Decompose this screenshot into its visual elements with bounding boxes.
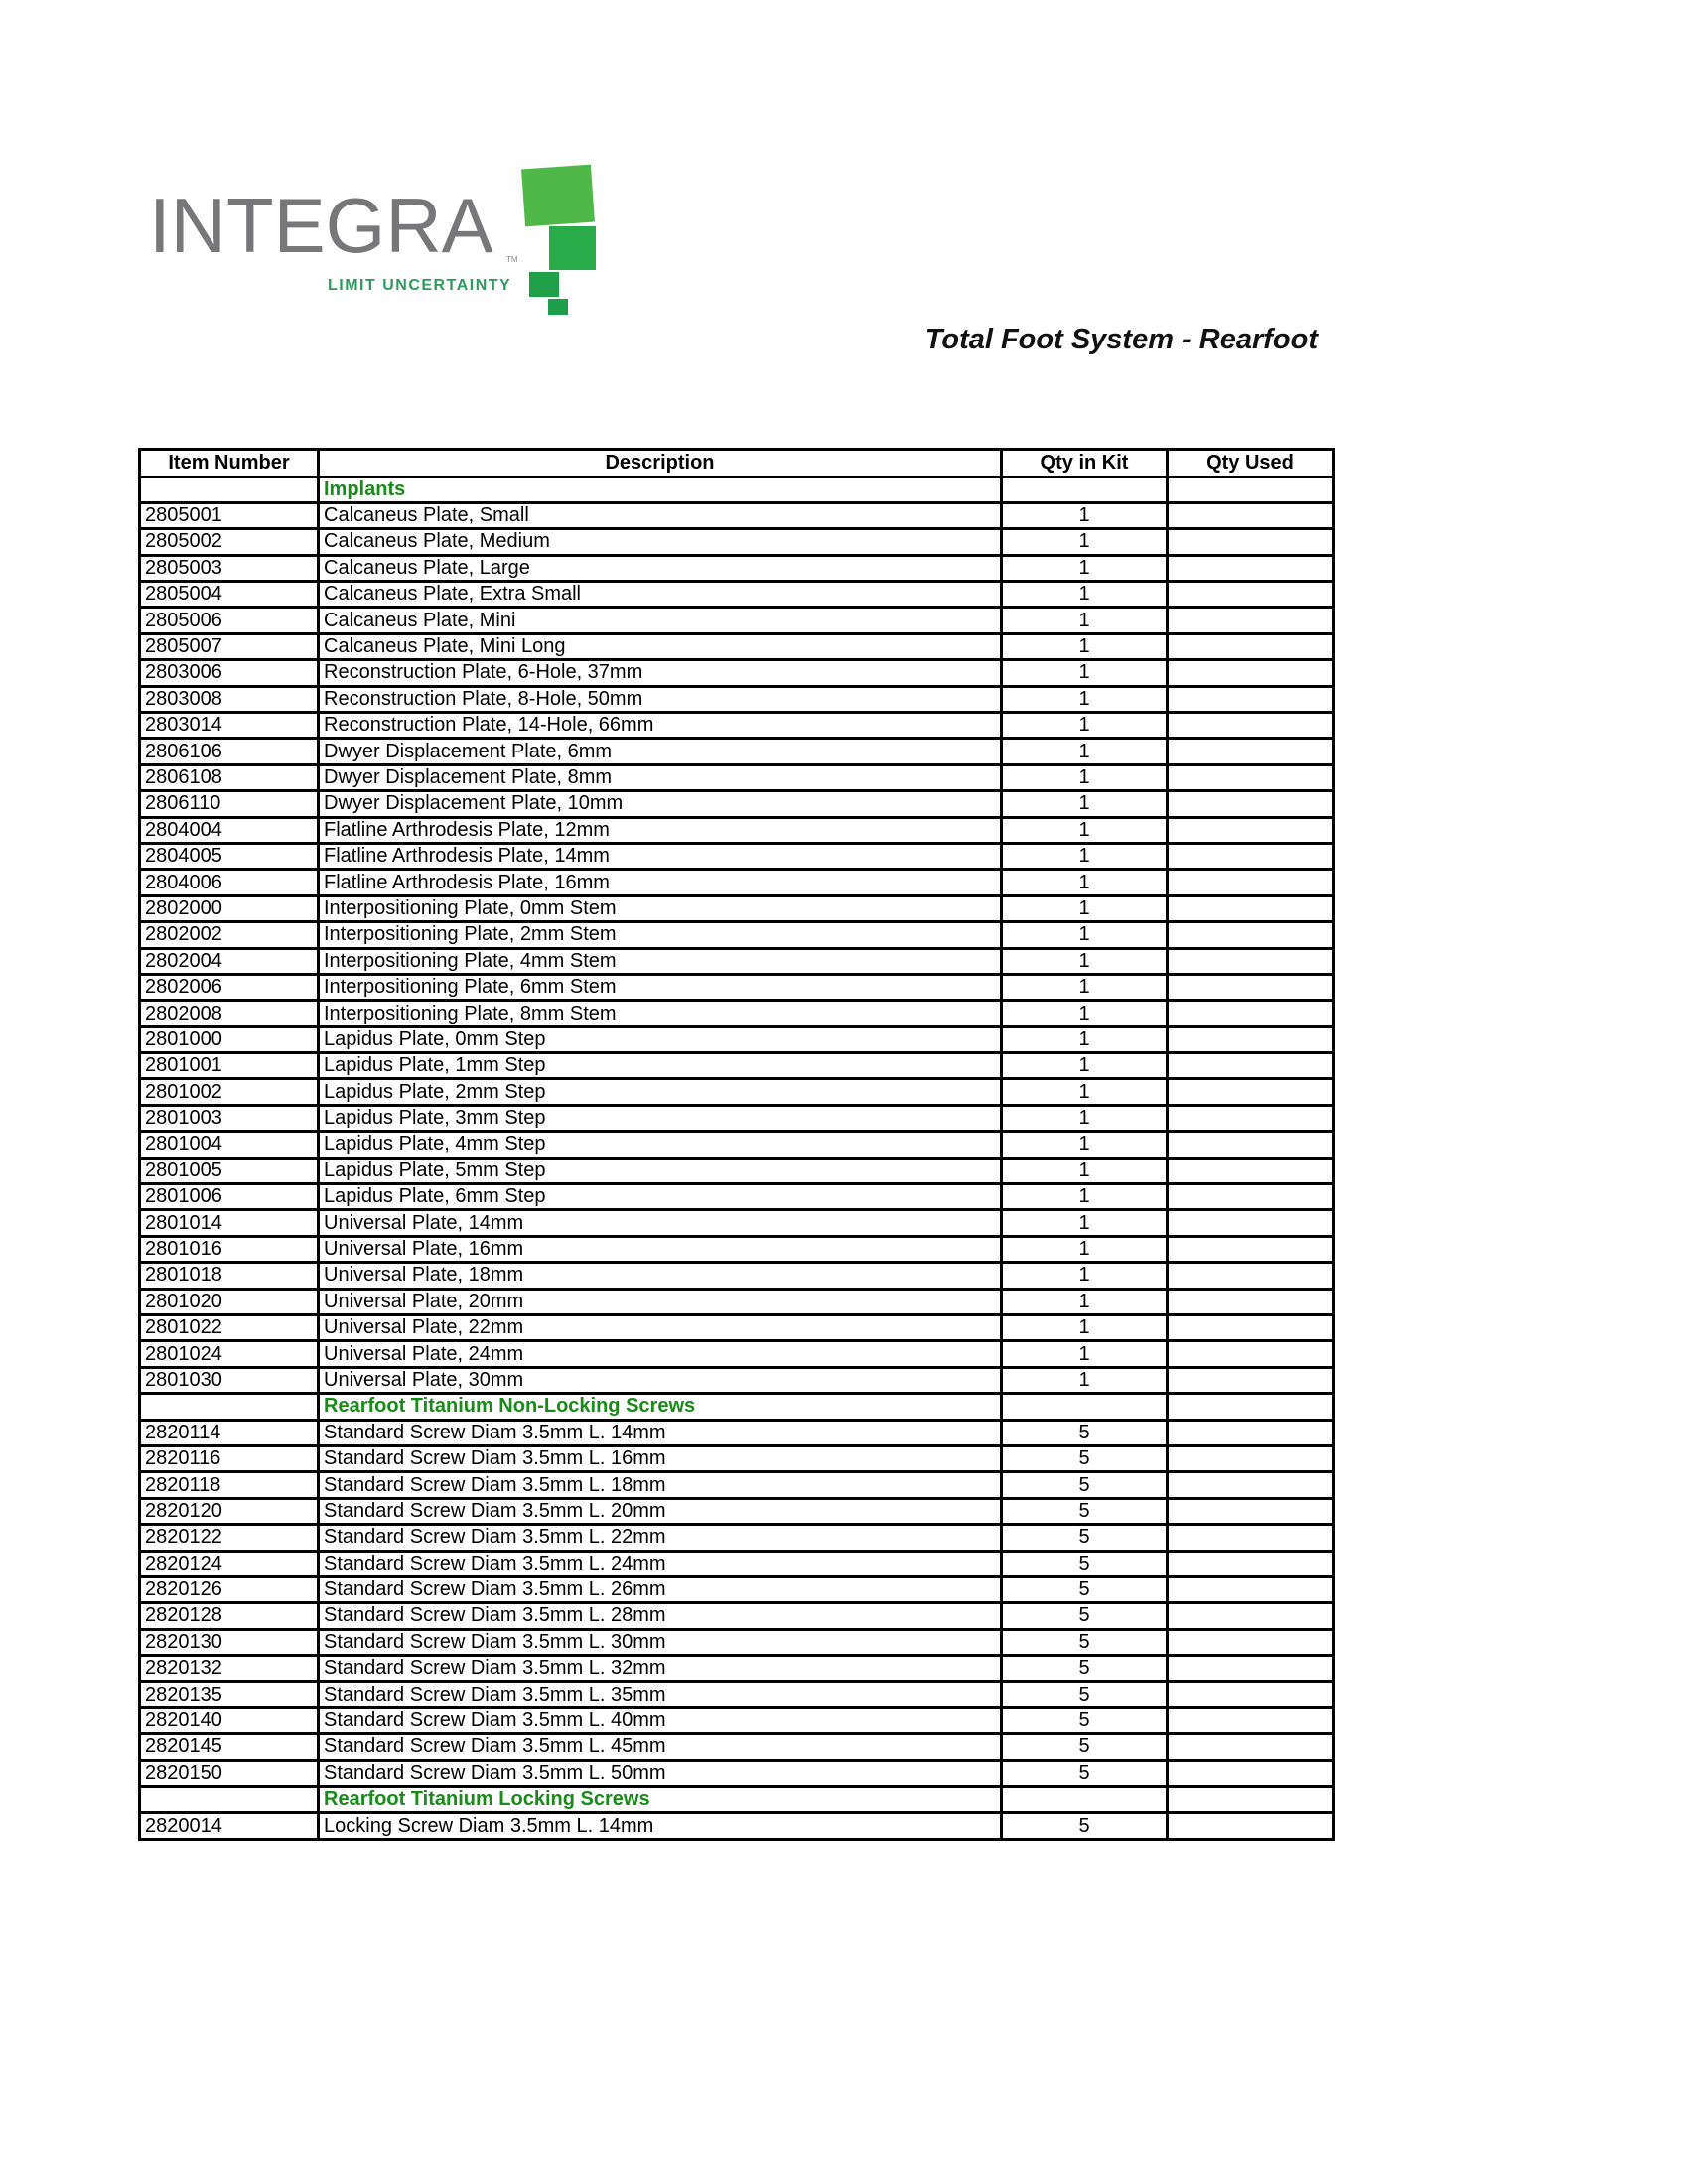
description-cell: Interpositioning Plate, 6mm Stem bbox=[319, 974, 1002, 1000]
qty-used-cell bbox=[1168, 1787, 1334, 1813]
item-number-cell: 2820116 bbox=[140, 1445, 319, 1471]
qty-used-cell bbox=[1168, 1367, 1334, 1393]
table-row bbox=[140, 1629, 1334, 1655]
table-row bbox=[140, 1236, 1334, 1262]
table-row bbox=[140, 739, 1334, 764]
page-title: Total Foot System - Rearfoot bbox=[924, 324, 1318, 355]
description-cell: Interpositioning Plate, 8mm Stem bbox=[319, 1001, 1002, 1026]
table-row bbox=[140, 582, 1334, 608]
qty-in-kit-cell: 1 bbox=[1002, 870, 1168, 895]
item-number-cell: 2804005 bbox=[140, 843, 319, 869]
qty-in-kit-cell: 5 bbox=[1002, 1445, 1168, 1471]
item-number-cell: 2820128 bbox=[140, 1603, 319, 1629]
table-row bbox=[140, 1079, 1334, 1105]
item-number-cell: 2805002 bbox=[140, 529, 319, 555]
kit-inventory-table bbox=[138, 448, 1335, 1841]
qty-in-kit-cell: 1 bbox=[1002, 1053, 1168, 1079]
description-cell: Interpositioning Plate, 4mm Stem bbox=[319, 948, 1002, 974]
qty-in-kit-cell: 1 bbox=[1002, 843, 1168, 869]
qty-in-kit-cell: 1 bbox=[1002, 555, 1168, 581]
qty-in-kit-cell: 1 bbox=[1002, 1105, 1168, 1131]
item-number-cell: 2801004 bbox=[140, 1132, 319, 1158]
qty-used-cell bbox=[1168, 1236, 1334, 1262]
qty-used-cell bbox=[1168, 582, 1334, 608]
item-number-cell: 2805004 bbox=[140, 582, 319, 608]
description-cell: Flatline Arthrodesis Plate, 12mm bbox=[319, 817, 1002, 843]
qty-in-kit-cell: 1 bbox=[1002, 686, 1168, 712]
description-cell: Universal Plate, 16mm bbox=[319, 1236, 1002, 1262]
item-number-cell: 2802008 bbox=[140, 1001, 319, 1026]
qty-in-kit-cell: 1 bbox=[1002, 895, 1168, 921]
qty-used-cell bbox=[1168, 633, 1334, 659]
qty-used-cell bbox=[1168, 1132, 1334, 1158]
qty-in-kit-cell: 5 bbox=[1002, 1603, 1168, 1629]
description-cell: Universal Plate, 18mm bbox=[319, 1263, 1002, 1289]
qty-in-kit-cell: 1 bbox=[1002, 1341, 1168, 1367]
table-row bbox=[140, 922, 1334, 948]
logo-trademark: TM bbox=[506, 255, 518, 264]
item-number-cell: 2806106 bbox=[140, 739, 319, 764]
description-cell: Locking Screw Diam 3.5mm L. 14mm bbox=[319, 1813, 1002, 1839]
table-row bbox=[140, 1341, 1334, 1367]
item-number-cell: 2803006 bbox=[140, 660, 319, 686]
qty-in-kit-cell: 1 bbox=[1002, 529, 1168, 555]
item-number-cell bbox=[140, 1394, 319, 1420]
item-number-cell: 2801006 bbox=[140, 1184, 319, 1210]
qty-in-kit-cell: 1 bbox=[1002, 1132, 1168, 1158]
qty-used-cell bbox=[1168, 1341, 1334, 1367]
table-row bbox=[140, 1760, 1334, 1786]
qty-used-cell bbox=[1168, 1263, 1334, 1289]
description-cell: Calcaneus Plate, Small bbox=[319, 502, 1002, 528]
qty-used-cell bbox=[1168, 1210, 1334, 1236]
table-row bbox=[140, 608, 1334, 633]
qty-used-cell bbox=[1168, 1760, 1334, 1786]
section-row bbox=[140, 477, 1334, 502]
logo-wordmark: INTEGRA bbox=[149, 182, 493, 269]
description-cell: Standard Screw Diam 3.5mm L. 45mm bbox=[319, 1734, 1002, 1760]
qty-used-cell bbox=[1168, 1629, 1334, 1655]
qty-used-cell bbox=[1168, 1603, 1334, 1629]
qty-used-cell bbox=[1168, 1498, 1334, 1524]
qty-in-kit-cell: 1 bbox=[1002, 1236, 1168, 1262]
table-row bbox=[140, 555, 1334, 581]
qty-in-kit-cell: 1 bbox=[1002, 608, 1168, 633]
table-row bbox=[140, 633, 1334, 659]
description-cell: Calcaneus Plate, Mini Long bbox=[319, 633, 1002, 659]
item-number-cell: 2805001 bbox=[140, 502, 319, 528]
qty-in-kit-cell: 1 bbox=[1002, 1289, 1168, 1314]
qty-in-kit-cell: 1 bbox=[1002, 582, 1168, 608]
qty-used-cell bbox=[1168, 1656, 1334, 1682]
description-cell: Reconstruction Plate, 8-Hole, 50mm bbox=[319, 686, 1002, 712]
item-number-cell: 2806110 bbox=[140, 791, 319, 817]
description-cell: Standard Screw Diam 3.5mm L. 22mm bbox=[319, 1525, 1002, 1551]
item-number-cell: 2820126 bbox=[140, 1576, 319, 1602]
qty-in-kit-cell: 1 bbox=[1002, 1367, 1168, 1393]
item-number-cell: 2801014 bbox=[140, 1210, 319, 1236]
description-cell: Reconstruction Plate, 6-Hole, 37mm bbox=[319, 660, 1002, 686]
qty-in-kit-cell: 5 bbox=[1002, 1707, 1168, 1733]
qty-in-kit-cell bbox=[1002, 1394, 1168, 1420]
table-row bbox=[140, 502, 1334, 528]
description-cell: Interpositioning Plate, 0mm Stem bbox=[319, 895, 1002, 921]
item-number-cell: 2801005 bbox=[140, 1158, 319, 1183]
qty-in-kit-cell: 5 bbox=[1002, 1734, 1168, 1760]
qty-used-cell bbox=[1168, 1026, 1334, 1052]
qty-used-cell bbox=[1168, 1551, 1334, 1576]
item-number-cell: 2820132 bbox=[140, 1656, 319, 1682]
integra-logo bbox=[149, 159, 606, 318]
table-row bbox=[140, 1158, 1334, 1183]
qty-in-kit-cell: 5 bbox=[1002, 1472, 1168, 1498]
qty-in-kit-cell: 1 bbox=[1002, 948, 1168, 974]
qty-in-kit-cell: 1 bbox=[1002, 660, 1168, 686]
description-cell: Standard Screw Diam 3.5mm L. 20mm bbox=[319, 1498, 1002, 1524]
qty-used-cell bbox=[1168, 1472, 1334, 1498]
description-cell: Universal Plate, 14mm bbox=[319, 1210, 1002, 1236]
description-cell: Reconstruction Plate, 14-Hole, 66mm bbox=[319, 713, 1002, 739]
qty-used-cell bbox=[1168, 1158, 1334, 1183]
item-number-cell: 2820118 bbox=[140, 1472, 319, 1498]
qty-in-kit-cell: 5 bbox=[1002, 1576, 1168, 1602]
item-number-cell bbox=[140, 477, 319, 502]
qty-used-cell bbox=[1168, 1053, 1334, 1079]
table-row bbox=[140, 1420, 1334, 1445]
qty-used-cell bbox=[1168, 1105, 1334, 1131]
item-number-cell: 2804004 bbox=[140, 817, 319, 843]
qty-used-cell bbox=[1168, 791, 1334, 817]
table-row bbox=[140, 529, 1334, 555]
description-cell: Standard Screw Diam 3.5mm L. 32mm bbox=[319, 1656, 1002, 1682]
item-number-cell: 2820124 bbox=[140, 1551, 319, 1576]
logo-square-medium bbox=[549, 226, 596, 270]
qty-used-cell bbox=[1168, 1576, 1334, 1602]
qty-in-kit-cell: 5 bbox=[1002, 1629, 1168, 1655]
qty-used-cell bbox=[1168, 1394, 1334, 1420]
table-row bbox=[140, 948, 1334, 974]
qty-in-kit-cell: 1 bbox=[1002, 1079, 1168, 1105]
qty-in-kit-cell: 1 bbox=[1002, 1315, 1168, 1341]
description-cell: Standard Screw Diam 3.5mm L. 14mm bbox=[319, 1420, 1002, 1445]
item-number-cell: 2801030 bbox=[140, 1367, 319, 1393]
qty-in-kit-cell bbox=[1002, 1787, 1168, 1813]
qty-in-kit-cell: 5 bbox=[1002, 1813, 1168, 1839]
item-number-cell bbox=[140, 1787, 319, 1813]
qty-used-cell bbox=[1168, 1079, 1334, 1105]
item-number-cell: 2820150 bbox=[140, 1760, 319, 1786]
table-row bbox=[140, 660, 1334, 686]
item-number-cell: 2801003 bbox=[140, 1105, 319, 1131]
qty-used-cell bbox=[1168, 608, 1334, 633]
description-cell: Standard Screw Diam 3.5mm L. 24mm bbox=[319, 1551, 1002, 1576]
section-row bbox=[140, 1394, 1334, 1420]
description-cell: Flatline Arthrodesis Plate, 16mm bbox=[319, 870, 1002, 895]
table-row bbox=[140, 686, 1334, 712]
item-number-cell: 2801000 bbox=[140, 1026, 319, 1052]
section-title: Rearfoot Titanium Non-Locking Screws bbox=[319, 1394, 1002, 1420]
item-number-cell: 2801022 bbox=[140, 1315, 319, 1341]
table-row bbox=[140, 1472, 1334, 1498]
item-number-cell: 2801016 bbox=[140, 1236, 319, 1262]
table-row bbox=[140, 843, 1334, 869]
table-row bbox=[140, 1734, 1334, 1760]
section-row bbox=[140, 1787, 1334, 1813]
description-cell: Standard Screw Diam 3.5mm L. 18mm bbox=[319, 1472, 1002, 1498]
qty-used-cell bbox=[1168, 477, 1334, 502]
section-title: Rearfoot Titanium Locking Screws bbox=[319, 1787, 1002, 1813]
qty-used-cell bbox=[1168, 1707, 1334, 1733]
qty-used-cell bbox=[1168, 870, 1334, 895]
qty-used-cell bbox=[1168, 1682, 1334, 1707]
table-row bbox=[140, 1576, 1334, 1602]
qty-used-cell bbox=[1168, 1289, 1334, 1314]
item-number-cell: 2801024 bbox=[140, 1341, 319, 1367]
item-number-cell: 2803008 bbox=[140, 686, 319, 712]
description-cell: Flatline Arthrodesis Plate, 14mm bbox=[319, 843, 1002, 869]
qty-used-cell bbox=[1168, 1001, 1334, 1026]
description-cell: Standard Screw Diam 3.5mm L. 26mm bbox=[319, 1576, 1002, 1602]
item-number-cell: 2820135 bbox=[140, 1682, 319, 1707]
description-cell: Dwyer Displacement Plate, 6mm bbox=[319, 739, 1002, 764]
description-cell: Dwyer Displacement Plate, 10mm bbox=[319, 791, 1002, 817]
qty-used-cell bbox=[1168, 895, 1334, 921]
qty-in-kit-cell: 5 bbox=[1002, 1760, 1168, 1786]
table-row bbox=[140, 764, 1334, 790]
qty-used-cell bbox=[1168, 1525, 1334, 1551]
qty-used-cell bbox=[1168, 1445, 1334, 1471]
qty-in-kit-cell: 1 bbox=[1002, 502, 1168, 528]
table-row bbox=[140, 1315, 1334, 1341]
item-number-cell: 2820130 bbox=[140, 1629, 319, 1655]
table-row bbox=[140, 1053, 1334, 1079]
table-row bbox=[140, 1498, 1334, 1524]
table-row bbox=[140, 1184, 1334, 1210]
qty-in-kit-cell: 1 bbox=[1002, 1210, 1168, 1236]
qty-used-cell bbox=[1168, 764, 1334, 790]
description-cell: Universal Plate, 24mm bbox=[319, 1341, 1002, 1367]
table-row bbox=[140, 1001, 1334, 1026]
qty-used-cell bbox=[1168, 922, 1334, 948]
qty-used-cell bbox=[1168, 660, 1334, 686]
qty-in-kit-cell: 5 bbox=[1002, 1498, 1168, 1524]
qty-in-kit-cell: 1 bbox=[1002, 791, 1168, 817]
table-row bbox=[140, 1105, 1334, 1131]
qty-used-cell bbox=[1168, 1734, 1334, 1760]
table-row bbox=[140, 1707, 1334, 1733]
item-number-cell: 2801002 bbox=[140, 1079, 319, 1105]
qty-used-cell bbox=[1168, 843, 1334, 869]
description-cell: Standard Screw Diam 3.5mm L. 35mm bbox=[319, 1682, 1002, 1707]
qty-in-kit-cell bbox=[1002, 477, 1168, 502]
item-number-cell: 2801020 bbox=[140, 1289, 319, 1314]
table-header-row bbox=[140, 450, 1334, 478]
table-row bbox=[140, 1026, 1334, 1052]
qty-in-kit-cell: 1 bbox=[1002, 1158, 1168, 1183]
table-row bbox=[140, 895, 1334, 921]
qty-used-cell bbox=[1168, 974, 1334, 1000]
qty-in-kit-cell: 1 bbox=[1002, 764, 1168, 790]
qty-used-cell bbox=[1168, 555, 1334, 581]
description-cell: Lapidus Plate, 4mm Step bbox=[319, 1132, 1002, 1158]
qty-in-kit-cell: 1 bbox=[1002, 1184, 1168, 1210]
qty-in-kit-cell: 1 bbox=[1002, 1026, 1168, 1052]
qty-in-kit-cell: 1 bbox=[1002, 1263, 1168, 1289]
table-row bbox=[140, 974, 1334, 1000]
qty-in-kit-cell: 1 bbox=[1002, 739, 1168, 764]
description-cell: Lapidus Plate, 3mm Step bbox=[319, 1105, 1002, 1131]
table-row bbox=[140, 817, 1334, 843]
description-cell: Calcaneus Plate, Large bbox=[319, 555, 1002, 581]
table-row bbox=[140, 1525, 1334, 1551]
qty-in-kit-cell: 1 bbox=[1002, 922, 1168, 948]
qty-used-cell bbox=[1168, 1813, 1334, 1839]
description-cell: Lapidus Plate, 0mm Step bbox=[319, 1026, 1002, 1052]
qty-used-cell bbox=[1168, 1184, 1334, 1210]
table-row bbox=[140, 870, 1334, 895]
qty-in-kit-cell: 1 bbox=[1002, 817, 1168, 843]
qty-in-kit-cell: 1 bbox=[1002, 974, 1168, 1000]
item-number-cell: 2803014 bbox=[140, 713, 319, 739]
table-row bbox=[140, 1603, 1334, 1629]
qty-used-cell bbox=[1168, 817, 1334, 843]
header-qty-used: Qty Used bbox=[1168, 450, 1334, 478]
qty-used-cell bbox=[1168, 948, 1334, 974]
description-cell: Universal Plate, 20mm bbox=[319, 1289, 1002, 1314]
header-item-number: Item Number bbox=[140, 450, 319, 478]
qty-in-kit-cell: 5 bbox=[1002, 1551, 1168, 1576]
table-row bbox=[140, 1551, 1334, 1576]
qty-used-cell bbox=[1168, 713, 1334, 739]
item-number-cell: 2806108 bbox=[140, 764, 319, 790]
qty-in-kit-cell: 5 bbox=[1002, 1656, 1168, 1682]
description-cell: Universal Plate, 30mm bbox=[319, 1367, 1002, 1393]
item-number-cell: 2805006 bbox=[140, 608, 319, 633]
item-number-cell: 2802004 bbox=[140, 948, 319, 974]
table-row bbox=[140, 1813, 1334, 1839]
description-cell: Standard Screw Diam 3.5mm L. 40mm bbox=[319, 1707, 1002, 1733]
description-cell: Calcaneus Plate, Mini bbox=[319, 608, 1002, 633]
item-number-cell: 2820114 bbox=[140, 1420, 319, 1445]
table-row bbox=[140, 1682, 1334, 1707]
description-cell: Standard Screw Diam 3.5mm L. 16mm bbox=[319, 1445, 1002, 1471]
table-row bbox=[140, 1656, 1334, 1682]
description-cell: Lapidus Plate, 5mm Step bbox=[319, 1158, 1002, 1183]
description-cell: Standard Screw Diam 3.5mm L. 28mm bbox=[319, 1603, 1002, 1629]
logo-square-small bbox=[529, 272, 559, 297]
table-row bbox=[140, 1132, 1334, 1158]
qty-in-kit-cell: 1 bbox=[1002, 633, 1168, 659]
item-number-cell: 2802006 bbox=[140, 974, 319, 1000]
item-number-cell: 2801001 bbox=[140, 1053, 319, 1079]
qty-used-cell bbox=[1168, 529, 1334, 555]
item-number-cell: 2805007 bbox=[140, 633, 319, 659]
item-number-cell: 2820140 bbox=[140, 1707, 319, 1733]
qty-used-cell bbox=[1168, 739, 1334, 764]
item-number-cell: 2820145 bbox=[140, 1734, 319, 1760]
qty-in-kit-cell: 1 bbox=[1002, 713, 1168, 739]
description-cell: Calcaneus Plate, Medium bbox=[319, 529, 1002, 555]
description-cell: Interpositioning Plate, 2mm Stem bbox=[319, 922, 1002, 948]
header-qty-in-kit: Qty in Kit bbox=[1002, 450, 1168, 478]
description-cell: Lapidus Plate, 6mm Step bbox=[319, 1184, 1002, 1210]
description-cell: Dwyer Displacement Plate, 8mm bbox=[319, 764, 1002, 790]
description-cell: Lapidus Plate, 2mm Step bbox=[319, 1079, 1002, 1105]
item-number-cell: 2805003 bbox=[140, 555, 319, 581]
logo-tagline: LIMIT UNCERTAINTY bbox=[328, 277, 512, 294]
item-number-cell: 2802000 bbox=[140, 895, 319, 921]
table-row bbox=[140, 1289, 1334, 1314]
item-number-cell: 2801018 bbox=[140, 1263, 319, 1289]
qty-used-cell bbox=[1168, 502, 1334, 528]
description-cell: Standard Screw Diam 3.5mm L. 30mm bbox=[319, 1629, 1002, 1655]
item-number-cell: 2820122 bbox=[140, 1525, 319, 1551]
description-cell: Standard Screw Diam 3.5mm L. 50mm bbox=[319, 1760, 1002, 1786]
table-row bbox=[140, 1445, 1334, 1471]
logo-square-tiny bbox=[548, 299, 568, 315]
qty-in-kit-cell: 1 bbox=[1002, 1001, 1168, 1026]
header-description: Description bbox=[319, 450, 1002, 478]
table-row bbox=[140, 713, 1334, 739]
qty-used-cell bbox=[1168, 1315, 1334, 1341]
logo-square-large bbox=[521, 165, 595, 227]
table-row bbox=[140, 1367, 1334, 1393]
description-cell: Calcaneus Plate, Extra Small bbox=[319, 582, 1002, 608]
qty-in-kit-cell: 5 bbox=[1002, 1525, 1168, 1551]
item-number-cell: 2802002 bbox=[140, 922, 319, 948]
table-row bbox=[140, 1263, 1334, 1289]
table-row bbox=[140, 791, 1334, 817]
description-cell: Lapidus Plate, 1mm Step bbox=[319, 1053, 1002, 1079]
item-number-cell: 2804006 bbox=[140, 870, 319, 895]
qty-in-kit-cell: 5 bbox=[1002, 1420, 1168, 1445]
description-cell: Universal Plate, 22mm bbox=[319, 1315, 1002, 1341]
item-number-cell: 2820014 bbox=[140, 1813, 319, 1839]
section-title: Implants bbox=[319, 477, 1002, 502]
qty-used-cell bbox=[1168, 1420, 1334, 1445]
item-number-cell: 2820120 bbox=[140, 1498, 319, 1524]
qty-used-cell bbox=[1168, 686, 1334, 712]
table-row bbox=[140, 1210, 1334, 1236]
qty-in-kit-cell: 5 bbox=[1002, 1682, 1168, 1707]
